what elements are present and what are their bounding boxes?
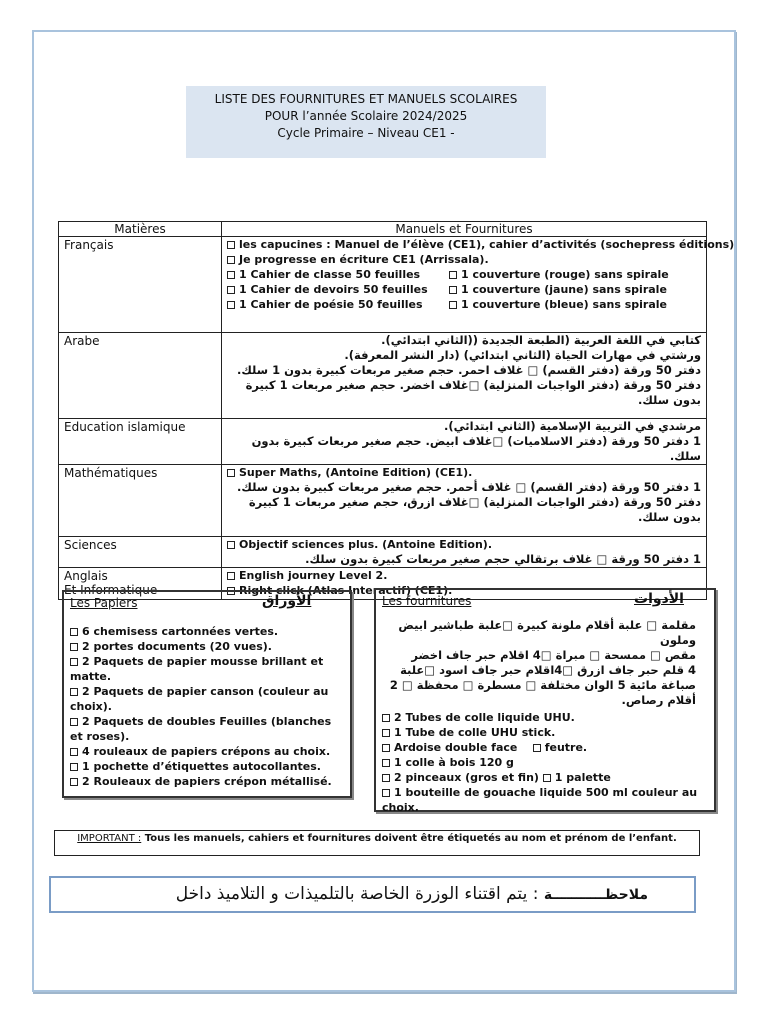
item-text: 1 couverture (jaune) sans spirale (461, 283, 667, 296)
row-maths (59, 465, 707, 537)
row-sciences (59, 537, 707, 568)
checkbox-icon (382, 714, 390, 722)
checkbox-icon (70, 643, 78, 651)
item-text: 1 دفتر 50 ورقة (دفتر القسم) □ غلاف أحمر. حجم صغير مربعات كبيرة بدون سلك. (237, 480, 701, 494)
item-text: 1 couverture (bleue) sans spirale (461, 298, 667, 311)
item-text: دفتر 50 ورقة (دفتر القسم) □ غلاف احمر. حجم صغير مربعات كبيرة بدون 1 سلك. (236, 363, 701, 377)
checkbox-icon (70, 718, 78, 726)
checkbox-icon (382, 759, 390, 767)
item-text: 4 قلم حبر جاف ازرق □4اقلام حبر جاف اسود □علبة صباغة مائية 5 الوان مختلفة □ مسطرة □ محفظة □ 2 أقلام رصاص. (389, 663, 696, 707)
items-maths (222, 465, 707, 537)
important-text: Tous les manuels, cahiers et fournitures doivent être étiquetés au nom et prénom de l’enfant. (141, 833, 677, 844)
item-text: كتابي في اللغة العربية (الطبعة الجديدة ((الثاني ابتدائي). (381, 333, 701, 347)
papiers-title-fr: Les Papiers (70, 596, 138, 610)
item-text: 1 couverture (rouge) sans spirale (461, 268, 669, 281)
title-line-1: LISTE DES FOURNITURES ET MANUELS SCOLAIRES (214, 92, 518, 106)
items-sciences (222, 537, 707, 568)
list-item: 2 Rouleaux de papiers crépon métallisé. (82, 775, 332, 788)
checkbox-icon (449, 286, 457, 294)
important-notice (54, 830, 700, 856)
checkbox-icon (382, 789, 390, 797)
checkbox-icon (382, 729, 390, 737)
item-text: les capucines : Manuel de l’élève (CE1), cahier d’activités (sochepress éditions) (239, 238, 735, 251)
list-item: 2 pinceaux (gros et fin) (394, 771, 539, 784)
item-text: 1 دفتر 50 ورقة (دفتر الاسلاميات) □غلاف ابيض. حجم صغير مربعات كبيرة بدون سلك. (251, 434, 701, 463)
item-text: 1 Cahier de classe 50 feuilles (239, 268, 421, 281)
checkbox-icon (449, 271, 457, 279)
fournitures-box (374, 588, 716, 812)
subject-arabe: Arabe (59, 333, 222, 419)
list-item: 2 Paquets de papier canson (couleur au choix). (70, 685, 329, 713)
header-manuels: Manuels et Fournitures (222, 222, 707, 237)
items-arabe (222, 333, 707, 419)
item-text: Objectif sciences plus. (Antoine Edition). (239, 538, 492, 551)
papiers-box (62, 590, 352, 798)
checkbox-icon (227, 572, 235, 580)
subject-islamique: Education islamique (59, 419, 222, 465)
list-item: 1 colle à bois 120 g (394, 756, 514, 769)
note-box (49, 876, 696, 913)
checkbox-icon (382, 774, 390, 782)
list-item: 2 portes documents (20 vues). (82, 640, 272, 653)
note-text: : يتم اقتناء الوزرة الخاصة بالتلميذات و التلاميذ داخل (175, 884, 544, 904)
checkbox-icon (382, 744, 390, 752)
subject-anglais-line2: Et Informatique (64, 583, 158, 597)
checkbox-icon (227, 271, 235, 279)
checkbox-icon (70, 628, 78, 636)
checkbox-icon (227, 241, 235, 249)
title-line-3: Cycle Primaire – Niveau CE1 - (277, 126, 455, 140)
checkbox-icon (449, 301, 457, 309)
checkbox-icon (70, 688, 78, 696)
important-label: IMPORTANT : (77, 833, 142, 844)
subject-francais: Français (59, 237, 222, 333)
item-text: Right click (Atlas Interactif) (CE1). (239, 584, 453, 597)
item-text: Super Maths, (Antoine Edition) (CE1). (239, 466, 473, 479)
list-item: 1 Tube de colle UHU stick. (394, 726, 556, 739)
checkbox-icon (543, 774, 551, 782)
item-text: مقص □ ممسحة □ مبراة □4 اقلام حبر جاف اخضر (411, 648, 696, 662)
fournitures-title-ar: الأدوات (634, 591, 684, 607)
checkbox-icon (227, 541, 235, 549)
items-islamique (222, 419, 707, 465)
row-islamique (59, 419, 707, 465)
item-text: مرشدي في التربية الإسلامية (الثاني ابتدائي). (444, 419, 701, 433)
list-item: 2 Paquets de doubles Feuilles (blanches et roses). (70, 715, 332, 743)
checkbox-icon (227, 469, 235, 477)
fournitures-list (376, 710, 714, 815)
list-item: feutre. (544, 741, 588, 754)
supplies-table (58, 221, 735, 600)
checkbox-icon (533, 744, 541, 752)
papiers-title-ar: الأوراق (262, 593, 312, 609)
row-arabe (59, 333, 707, 419)
list-item: 1 bouteille de gouache liquide 500 ml couleur au choix. (382, 786, 698, 814)
items-francais (222, 237, 735, 333)
list-item: 1 pochette d’étiquettes autocollantes. (82, 760, 321, 773)
checkbox-icon (70, 778, 78, 786)
checkbox-icon (70, 763, 78, 771)
subject-anglais-line1: Anglais (64, 569, 108, 583)
item-text: ورشتي في مهارات الحياة (الثاني ابتدائي) (دار النشر المعرفة). (344, 348, 701, 362)
item-text: 1 Cahier de devoirs 50 feuilles (239, 283, 428, 296)
subject-sciences: Sciences (59, 537, 222, 568)
title-box (186, 86, 546, 158)
title-line-2: POUR l’année Scolaire 2024/2025 (264, 109, 468, 123)
header-matieres: Matières (59, 222, 222, 237)
list-item: 1 palette (554, 771, 611, 784)
item-text: مقلمة □ علبة أقلام ملونة كبيرة □علبة طباشير ابيض وملون (398, 618, 696, 647)
item-text: 1 Cahier de poésie 50 feuilles (239, 298, 423, 311)
item-text: دفتر 50 ورقة (دفتر الواجبات المنزلية) □غلاف ازرق، حجم صغير مربعات 1 كبيرة بدون سلك. (248, 495, 701, 524)
checkbox-icon (227, 256, 235, 264)
subject-maths: Mathématiques (59, 465, 222, 537)
papiers-list (64, 624, 350, 789)
item-text: Je progresse en écriture CE1 (Arrissala). (239, 253, 489, 266)
list-item: 2 Tubes de colle liquide UHU. (394, 711, 575, 724)
item-text: English journey Level 2. (239, 569, 388, 582)
checkbox-icon (70, 748, 78, 756)
list-item: Ardoise double face (394, 741, 518, 754)
note-label: ملاحظـــــــــــة (543, 887, 648, 903)
item-text: 1 دفتر 50 ورقة □ غلاف برتقالي حجم صغير مربعات كبيرة بدون سلك. (305, 552, 701, 566)
item-text: دفتر 50 ورقة (دفتر الواجبات المنزلية) □غلاف اخضر. حجم صغير مربعات 1 كبيرة بدون سلك. (245, 378, 701, 407)
table-header-row (59, 222, 707, 237)
fournitures-arabic (376, 612, 714, 708)
list-item: 4 rouleaux de papiers crépons au choix. (82, 745, 331, 758)
checkbox-icon (227, 301, 235, 309)
checkbox-icon (70, 658, 78, 666)
list-item: 2 Paquets de papier mousse brillant et matte. (70, 655, 324, 683)
checkbox-icon (227, 286, 235, 294)
list-item: 6 chemisess cartonnées vertes. (82, 625, 279, 638)
row-francais (59, 237, 707, 333)
fournitures-title-fr: Les fournitures (382, 594, 472, 608)
